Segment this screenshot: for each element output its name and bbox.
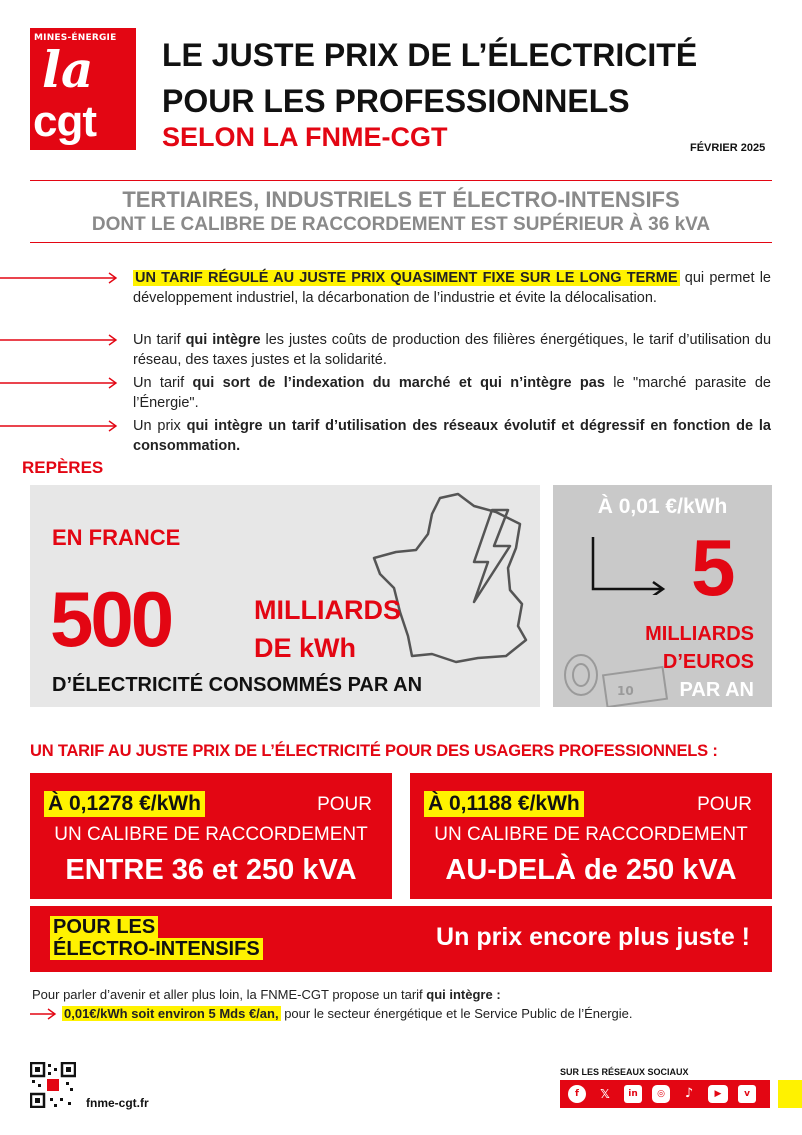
consumption-stat-panel xyxy=(30,485,540,707)
publication-date: FÉVRIER 2025 xyxy=(690,142,766,154)
youtube-icon[interactable]: ▶ xyxy=(708,1085,728,1103)
logo-la-text: la xyxy=(42,40,94,99)
x-icon[interactable]: 𝕏 xyxy=(600,1087,610,1101)
electro-claim: Un prix encore plus juste ! xyxy=(436,923,750,951)
bullet-arrow-icon xyxy=(0,420,120,432)
footer-intro xyxy=(32,986,772,1004)
bullet-3-pre: Un tarif xyxy=(133,375,193,391)
reperes-heading: REPÈRES xyxy=(22,458,104,477)
consumption-big-number: 500 xyxy=(50,575,172,663)
tariff-range-2: AU-DELÀ de 250 kVA xyxy=(445,854,737,886)
tiktok-icon[interactable]: ♪ xyxy=(684,1086,694,1101)
bullet-item-4 xyxy=(133,416,771,456)
footer-proposal-text: pour le secteur énergétique et le Service Public de l’Énergie. xyxy=(280,1006,633,1021)
bullet-4-bold: qui intègre un tarif d’utilisation des réseaux évolutif et dégressif en fonction de la consommation. xyxy=(133,418,771,454)
footer-arrow-icon xyxy=(30,1008,58,1020)
facebook-icon[interactable]: f xyxy=(568,1085,586,1103)
consumption-caption: D’ÉLECTRICITÉ CONSOMMÉS PAR AN xyxy=(52,674,423,696)
electro-intensive-banner xyxy=(30,906,772,972)
bullet-arrow-icon xyxy=(0,272,120,284)
banknote-label: 10 xyxy=(617,684,634,698)
page-title xyxy=(162,38,782,118)
tariff-calibre-1: UN CALIBRE DE RACCORDEMENT xyxy=(54,824,368,845)
social-bar xyxy=(560,1080,770,1108)
website-link[interactable]: fnme-cgt.fr xyxy=(86,1096,149,1110)
bullet-2-pre: Un tarif xyxy=(133,332,186,348)
revenue-stat-panel xyxy=(553,485,772,707)
rate-label: À 0,01 €/kWh xyxy=(597,495,728,518)
tariff-pour-2: POUR xyxy=(697,794,752,815)
bullet-1-highlight: UN TARIF RÉGULÉ AU JUSTE PRIX QUASIMENT FIXE SUR LE LONG TERME xyxy=(135,270,678,286)
title-line-2: POUR LES PROFESSIONNELS xyxy=(162,83,630,119)
result-unit xyxy=(645,620,754,704)
footer-intro-text: Pour parler d’avenir et aller plus loin, la FNME-CGT propose un tarif xyxy=(32,987,427,1002)
result-unit-line-2: D’EUROS xyxy=(662,651,754,673)
page-subtitle: SELON LA FNME-CGT xyxy=(162,122,448,152)
bullet-item-1 xyxy=(133,268,771,308)
consumption-unit-line-1: MILLIARDS xyxy=(254,595,401,625)
audience-line-1: TERTIAIRES, INDUSTRIELS ET ÉLECTRO-INTENSIFS xyxy=(122,187,680,212)
divider-top xyxy=(30,180,772,181)
result-unit-line-1: MILLIARDS xyxy=(645,623,754,645)
bullet-1-text: qui permet le développement industriel, la décarbonation de l’industrie et évite la délocalisation. xyxy=(133,270,771,306)
bullet-4-pre: Un prix xyxy=(133,418,187,434)
tariff-price-1: À 0,1278 €/kWh xyxy=(44,791,205,817)
bullet-item-3 xyxy=(133,373,771,413)
france-label: EN FRANCE xyxy=(52,525,181,550)
audience-line-2: DONT LE CALIBRE DE RACCORDEMENT EST SUPÉRIEUR À 36 kVA xyxy=(91,214,711,235)
footer-intro-bold: qui intègre : xyxy=(426,987,501,1002)
tariff-box-over-250 xyxy=(410,773,772,899)
fnme-cgt-logo xyxy=(30,28,136,150)
bullet-arrow-icon xyxy=(0,334,120,346)
bullet-2-text: les justes coûts de production des filières énergétiques, le tarif d’utilisation du réseau, des taxes justes et la solidarité. xyxy=(133,332,772,368)
logo-cgt-text: cgt xyxy=(33,97,96,146)
footer-proposal xyxy=(62,1005,633,1023)
bullet-arrow-icon xyxy=(0,377,120,389)
electro-label xyxy=(50,916,263,960)
tariff-box-36-250 xyxy=(30,773,392,899)
tariff-price-2: À 0,1188 €/kWh xyxy=(424,791,584,817)
france-map-icon xyxy=(370,490,532,668)
bullet-3-text: le "marché parasite de l’Énergie". xyxy=(133,375,771,411)
tariff-pour-1: POUR xyxy=(317,794,372,815)
electro-label-line-2: ÉLECTRO-INTENSIFS xyxy=(50,938,263,960)
title-line-1: LE JUSTE PRIX DE L’ÉLECTRICITÉ xyxy=(162,37,698,73)
bullet-2-bold: qui intègre xyxy=(185,332,261,348)
footer-proposal-highlight: 0,01€/kWh soit environ 5 Mds €/an, xyxy=(64,1006,279,1021)
linkedin-icon[interactable]: in xyxy=(624,1085,642,1103)
bullet-3-bold: qui sort de l’indexation du marché et qui n’intègre pas xyxy=(192,375,605,391)
consumption-unit-line-2: DE kWh xyxy=(254,633,357,663)
result-unit-line-3: PAR AN xyxy=(679,679,754,701)
bullet-item-2 xyxy=(133,330,771,370)
corner-arrow-icon xyxy=(591,535,671,595)
tariff-calibre-2: UN CALIBRE DE RACCORDEMENT xyxy=(434,824,748,845)
qr-code[interactable] xyxy=(30,1062,76,1108)
tariff-heading: UN TARIF AU JUSTE PRIX DE L’ÉLECTRICITÉ POUR DES USAGERS PROFESSIONNELS : xyxy=(30,742,718,760)
logo-org-text: MINES-ÉNERGIE xyxy=(34,33,117,43)
social-label: SUR LES RÉSEAUX SOCIAUX xyxy=(560,1067,689,1077)
instagram-icon[interactable]: ◎ xyxy=(652,1085,670,1103)
tariff-range-1: ENTRE 36 et 250 kVA xyxy=(65,854,357,886)
divider-bottom xyxy=(30,242,772,243)
electro-label-line-1: POUR LES xyxy=(50,916,158,938)
yellow-accent xyxy=(778,1080,802,1108)
vimeo-icon[interactable]: v xyxy=(738,1085,756,1103)
result-big-number: 5 xyxy=(691,523,736,612)
